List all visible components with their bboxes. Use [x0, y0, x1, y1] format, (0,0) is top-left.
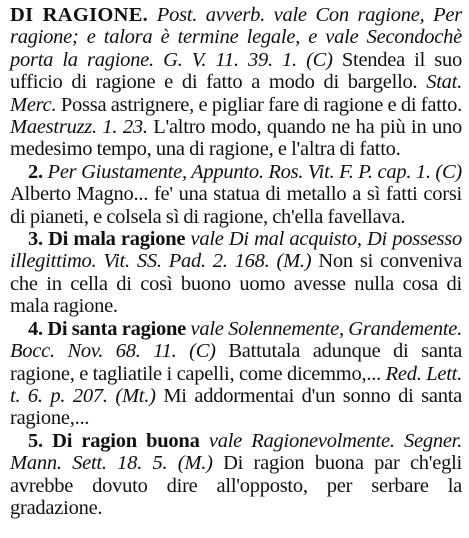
sense-2-definition: Per Giustamente, Appunto. Ros. Vit. F. P. cap. 1. (C) — [42, 160, 462, 183]
sense-2-number: 2. — [28, 160, 43, 183]
sense-5 — [10, 430, 462, 520]
sense-1 — [10, 4, 462, 161]
sense-3-quote: Non si conveniva che in cella di così buono uomo avesse nulla cosa di mala ragione. — [10, 250, 462, 318]
headword: DI RAGIONE. — [10, 4, 149, 26]
sense-4-definition: vale Solennemente, Grandemente. Bocc. Nov. 68. 11. (C) — [10, 317, 462, 363]
sense-3-definition: vale Di mal acquisto, Di possesso illegittimo. Vit. SS. Pad. 2. 168. (M.) — [10, 228, 462, 273]
sense-4-quote-1: Battutala adunque di santa ragione, e tagliatile i capelli, come dicemmo,... — [10, 340, 462, 385]
sense-4-citation-2: Red. Lett. t. 6. p. 207. (Mt.) — [10, 362, 463, 407]
sense-3-phrase: 3. Di mala ragione — [28, 228, 186, 251]
sense-1-quote-3: L'altro modo, quando ne ha più in uno medesimo tempo, una di ragione, e l'altra di fatto. — [10, 116, 462, 161]
sense-1-quote-2: Possa astrignere, e pigliar fare di ragione e di fatto. — [56, 93, 462, 116]
dictionary-entry — [10, 4, 462, 519]
sense-2-quote: Alberto Magno... fe' una statua di metallo a sì fatti corsi di pianeti, e colsela sì di ragione, ch'ella favellava. — [10, 183, 462, 228]
sense-2 — [10, 161, 462, 228]
sense-4-quote-2: Mi addormentai d'un sonno di santa ragione,... — [10, 384, 462, 430]
sense-1-citation-2: Stat. Merc. — [10, 71, 462, 116]
sense-1-citation-3: Maestruzz. 1. 23. — [10, 116, 148, 139]
sense-3 — [10, 228, 462, 318]
sense-4-phrase: 4. Di santa ragione — [28, 317, 187, 340]
sense-1-definition: Post. avverb. vale Con ragione, Per ragione; e talora è termine legale, e vale Secondochè porta la ragione. G. V. 11. 39. 1. (C) — [10, 4, 462, 71]
sense-4 — [10, 318, 462, 430]
sense-5-definition: vale Ragionevolmente. Segner. Mann. Sett. 18. 5. (M.) — [10, 429, 463, 475]
sense-5-phrase: 5. Di ragion buona — [28, 429, 200, 452]
sense-1-quote-1: Stendea il suo ufficio di ragione e di fatto a modo di bargello. — [10, 48, 462, 94]
sense-5-quote: Di ragion buona par ch'egli avrebbe dovuto dire all'opposto, per serbare la gradazione. — [10, 452, 462, 519]
